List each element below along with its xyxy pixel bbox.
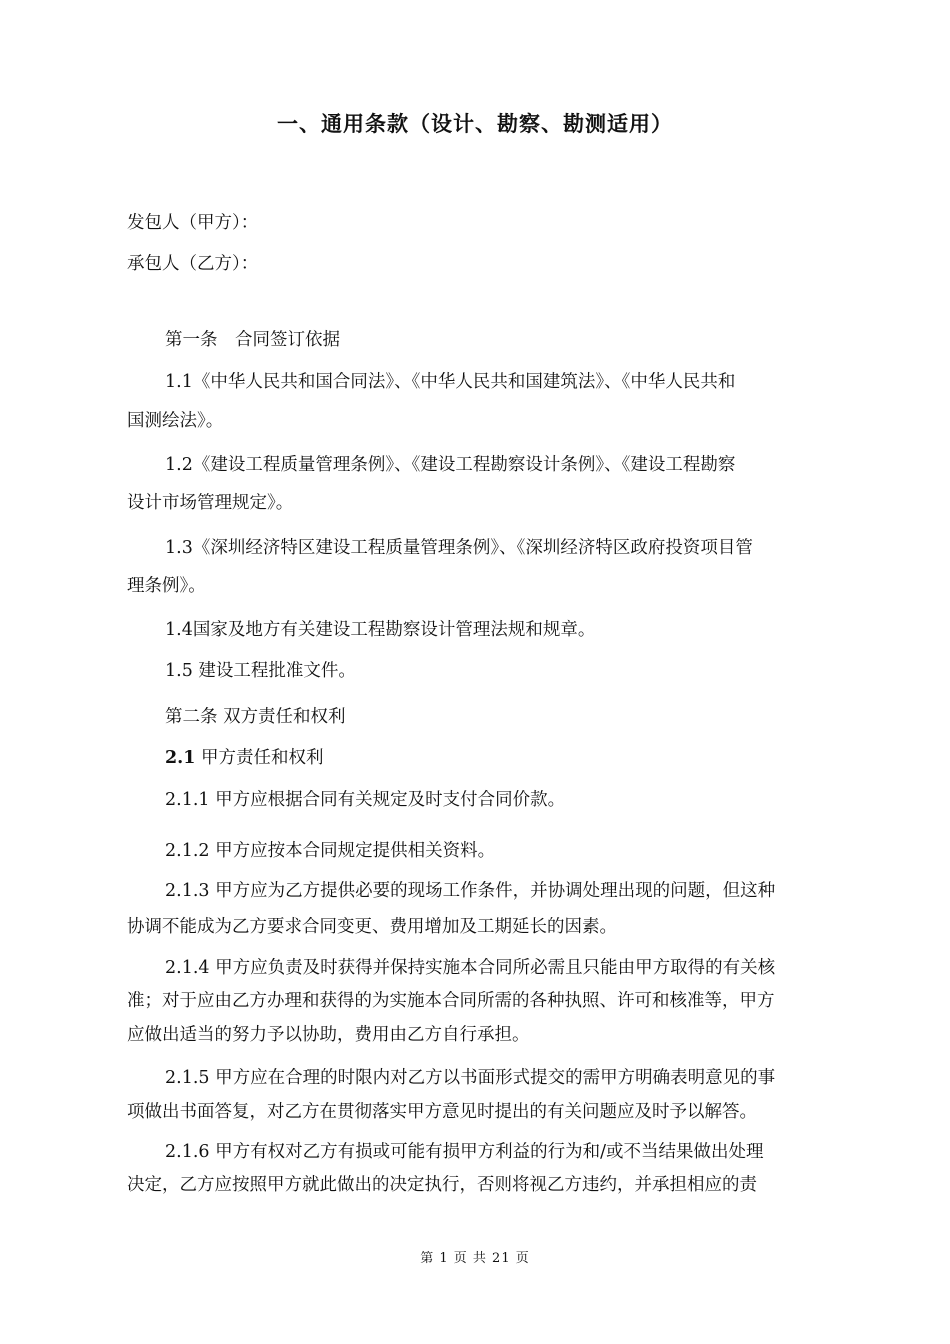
clause-2-1-4-line-1: 2.1.4 甲方应负责及时获得并保持实施本合同所必需且只能由甲方取得的有关核 [165, 958, 776, 978]
clause-2-1-2: 2.1.2 甲方应按本合同规定提供相关资料。 [165, 841, 496, 861]
page-title: 一、通用条款（设计、勘察、勘测适用） [277, 112, 673, 136]
clause-2-1-1: 2.1.1 甲方应根据合同有关规定及时支付合同价款。 [165, 790, 566, 810]
clause-1-4: 1.4国家及地方有关建设工程勘察设计管理法规和规章。 [165, 620, 596, 640]
page-number-footer: 第 1 页 共 21 页 [420, 1251, 530, 1266]
clause-1-3-line-1: 1.3《深圳经济特区建设工程质量管理条例》、《深圳经济特区政府投资项目管 [165, 538, 753, 558]
clause-2-1-3-line-2: 协调不能成为乙方要求合同变更、费用增加及工期延长的因素。 [127, 917, 617, 937]
clause-1-1-line-1: 1.1《中华人民共和国合同法》、《中华人民共和国建筑法》、《中华人民共和 [165, 372, 736, 392]
clause-2-1-4-line-2: 准；对于应由乙方办理和获得的为实施本合同所需的各种执照、许可和核准等，甲方 [127, 991, 775, 1011]
clause-2-1-5-line-2: 项做出书面答复，对乙方在贯彻落实甲方意见时提出的有关问题应及时予以解答。 [127, 1102, 757, 1122]
clause-1-5: 1.5 建设工程批准文件。 [165, 661, 356, 681]
article-2-heading: 第二条 双方责任和权利 [165, 707, 346, 727]
section-2-1-heading [165, 743, 865, 773]
clause-1-2-line-2: 设计市场管理规定》。 [127, 493, 294, 513]
clause-2-1-4-line-3: 应做出适当的努力予以协助，费用由乙方自行承担。 [127, 1025, 530, 1045]
clause-2-1-3-line-1: 2.1.3 甲方应为乙方提供必要的现场工作条件，并协调处理出现的问题，但这种 [165, 881, 776, 901]
clause-1-1-line-2: 国测绘法》。 [127, 411, 224, 431]
section-2-1-title: 甲方责任和权利 [195, 748, 324, 768]
article-1-heading: 第一条 合同签订依据 [165, 330, 340, 350]
clause-2-1-6-line-2: 决定，乙方应按照甲方就此做出的决定执行，否则将视乙方违约，并承担相应的责 [127, 1175, 757, 1195]
party-b-label: 承包人（乙方）： [127, 254, 259, 274]
party-a-label: 发包人（甲方）： [127, 213, 259, 233]
section-2-1-number: 2.1 [165, 748, 196, 768]
clause-2-1-5-line-1: 2.1.5 甲方应在合理的时限内对乙方以书面形式提交的需甲方明确表明意见的事 [165, 1068, 776, 1088]
clause-2-1-6-line-1: 2.1.6 甲方有权对乙方有损或可能有损甲方利益的行为和/或不当结果做出处理 [165, 1142, 764, 1162]
clause-1-3-line-2: 理条例》。 [127, 576, 206, 596]
clause-1-2-line-1: 1.2《建设工程质量管理条例》、《建设工程勘察设计条例》、《建设工程勘察 [165, 455, 736, 475]
